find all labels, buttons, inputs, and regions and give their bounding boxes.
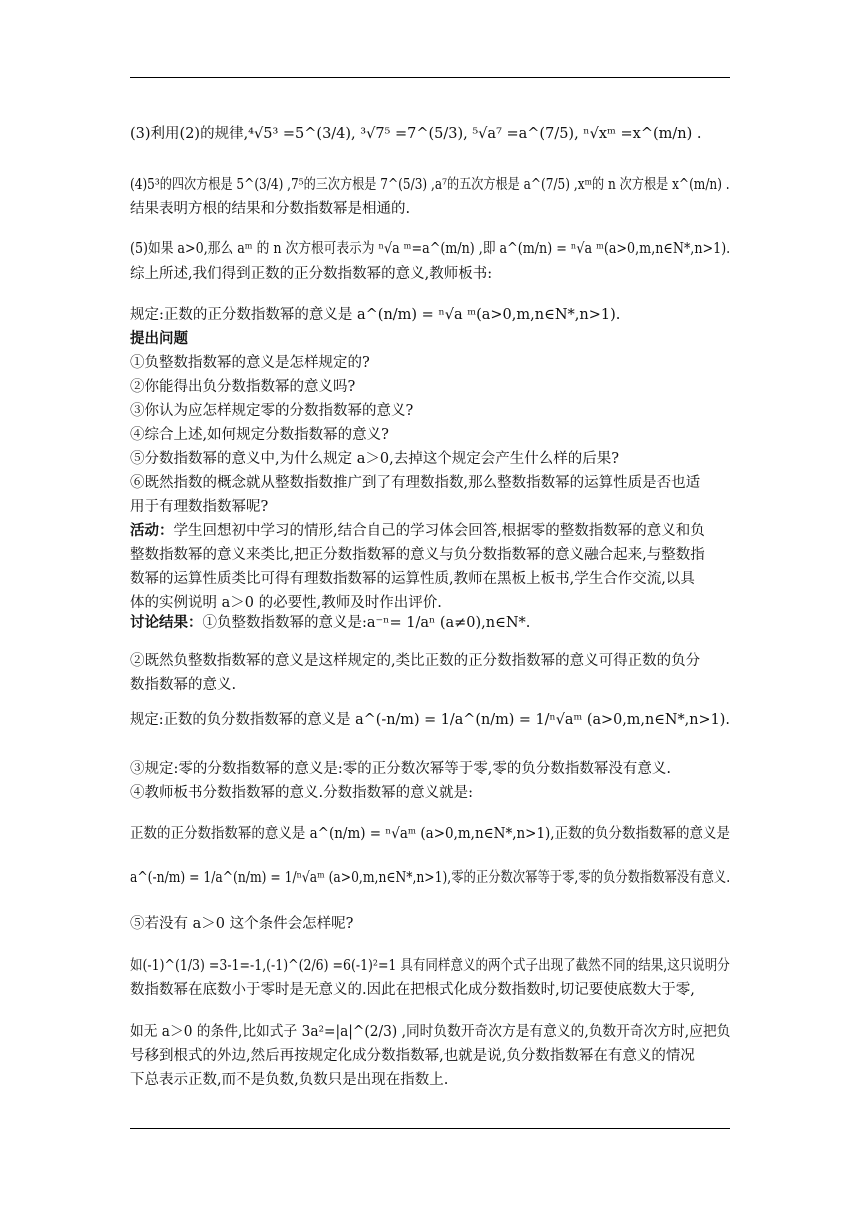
- discussion-2b: 数指数幂的意义.: [130, 677, 237, 693]
- bottom-rule: [130, 1128, 730, 1129]
- activity-line-c: 数幂的运算性质类比可得有理数指数幂的运算性质,教师在黑板上板书,学生合作交流,以具: [130, 571, 695, 587]
- activity-label: 活动：: [130, 522, 174, 539]
- question-6b: 用于有理数指数幂呢?: [130, 499, 269, 515]
- discussion-4-line1: 正数的正分数指数幂的意义是 a^(n/m) = ⁿ√aᵐ (a>0,m,n∈N*,n>1),正数的负分数指数幂的意义是: [130, 826, 730, 842]
- discussion-5-a: 如(-1)^(1/3) =3-1=-1,(-1)^(2/6) =6(-1)²=1 具有同样意义的两个式子出现了截然不同的结果,这只说明分: [130, 958, 730, 974]
- discussion-5-d: 号移到根式的外边,然后再按规定化成分数指数幂,也就是说,负分数指数幂在有意义的情况: [130, 1048, 695, 1064]
- discussion-line-1: [130, 611, 530, 635]
- question-5: ⑤分数指数幂的意义中,为什么规定 a＞0,去掉这个规定会产生什么样的后果?: [130, 451, 619, 467]
- question-4: ④综合上述,如何规定分数指数幂的意义?: [130, 427, 389, 443]
- rule-1: 规定:正数的正分数指数幂的意义是 a^(n/m) = ⁿ√a ᵐ(a>0,m,n∈N*,n>1).: [130, 307, 621, 323]
- discussion-5-e: 下总表示正数,而不是负数,负数只是出现在指数上.: [130, 1072, 449, 1088]
- activity-line-b: 整数指数幂的意义来类比,把正分数指数幂的意义与负分数指数幂的意义融合起来,与整数指: [130, 547, 705, 563]
- item-5b: 综上所述,我们得到正数的正分数指数幂的意义,教师板书:: [130, 266, 493, 282]
- discussion-5-b: 数指数幂在底数小于零时是无意义的.因此在把根式化成分数指数时,切记要使底数大于零,: [130, 982, 695, 998]
- activity-line-a: [130, 519, 705, 543]
- discussion-text-1: ①负整数指数幂的意义是:a⁻ⁿ= 1/aⁿ (a≠0),n∈N*.: [202, 615, 531, 631]
- discussion-3: ③规定:零的分数指数幂的意义是:零的正分数次幂等于零,零的负分数指数幂没有意义.: [130, 761, 671, 777]
- discussion-5: ⑤若没有 a＞0 这个条件会怎样呢?: [130, 916, 354, 932]
- item-4a: (4)5³的四次方根是 5^(3/4) ,7⁵的三次方根是 7^(5/3) ,a⁷的五次方根是 a^(7/5) ,xᵐ的 n 次方根是 x^(m/n) .: [130, 177, 730, 193]
- question-1: ①负整数指数幂的意义是怎样规定的?: [130, 355, 370, 371]
- discussion-label: 讨论结果：: [130, 614, 203, 631]
- top-rule: [130, 77, 730, 78]
- item-4b: 结果表明方根的结果和分数指数幂是相通的.: [130, 201, 411, 217]
- discussion-4-line2: a^(-n/m) = 1/a^(n/m) = 1/ⁿ√aᵐ (a>0,m,n∈N*,n>1),零的正分数次幂等于零,零的负分数指数幂没有意义.: [130, 870, 731, 886]
- discussion-5-c: 如无 a＞0 的条件,比如式子 3a²=|a|^(2/3) ,同时负数开奇次方是有意义的,负数开奇次方时,应把负: [130, 1024, 731, 1040]
- question-6a: ⑥既然指数的概念就从整数指数推广到了有理数指数,那么整数指数幂的运算性质是否也适: [130, 475, 701, 491]
- discussion-4: ④教师板书分数指数幂的意义.分数指数幂的意义就是:: [130, 785, 473, 801]
- item-3: (3)利用(2)的规律,⁴√5³ =5^(3/4), ³√7⁵ =7^(5/3), ⁵√a⁷ =a^(7/5), ⁿ√xᵐ =x^(m/n) .: [130, 126, 702, 142]
- rule-2: 规定:正数的负分数指数幂的意义是 a^(-n/m) = 1/a^(n/m) = 1/ⁿ√aᵐ (a>0,m,n∈N*,n>1).: [130, 712, 730, 728]
- question-3: ③你认为应怎样规定零的分数指数幂的意义?: [130, 403, 414, 419]
- section-heading: 提出问题: [130, 330, 188, 347]
- activity-line-d: 体的实例说明 a＞0 的必要性,教师及时作出评价.: [130, 595, 442, 611]
- item-5a: (5)如果 a>0,那么 aᵐ 的 n 次方根可表示为 ⁿ√a ᵐ=a^(m/n) ,即 a^(m/n) = ⁿ√a ᵐ(a>0,m,n∈N*,n>1).: [130, 241, 731, 257]
- activity-text-a: 学生回想初中学习的情形,结合自己的学习体会回答,根据零的整数指数幂的意义和负: [173, 523, 705, 539]
- question-2: ②你能得出负分数指数幂的意义吗?: [130, 379, 356, 395]
- discussion-2a: ②既然负整数指数幂的意义是这样规定的,类比正数的正分数指数幂的意义可得正数的负分: [130, 653, 701, 669]
